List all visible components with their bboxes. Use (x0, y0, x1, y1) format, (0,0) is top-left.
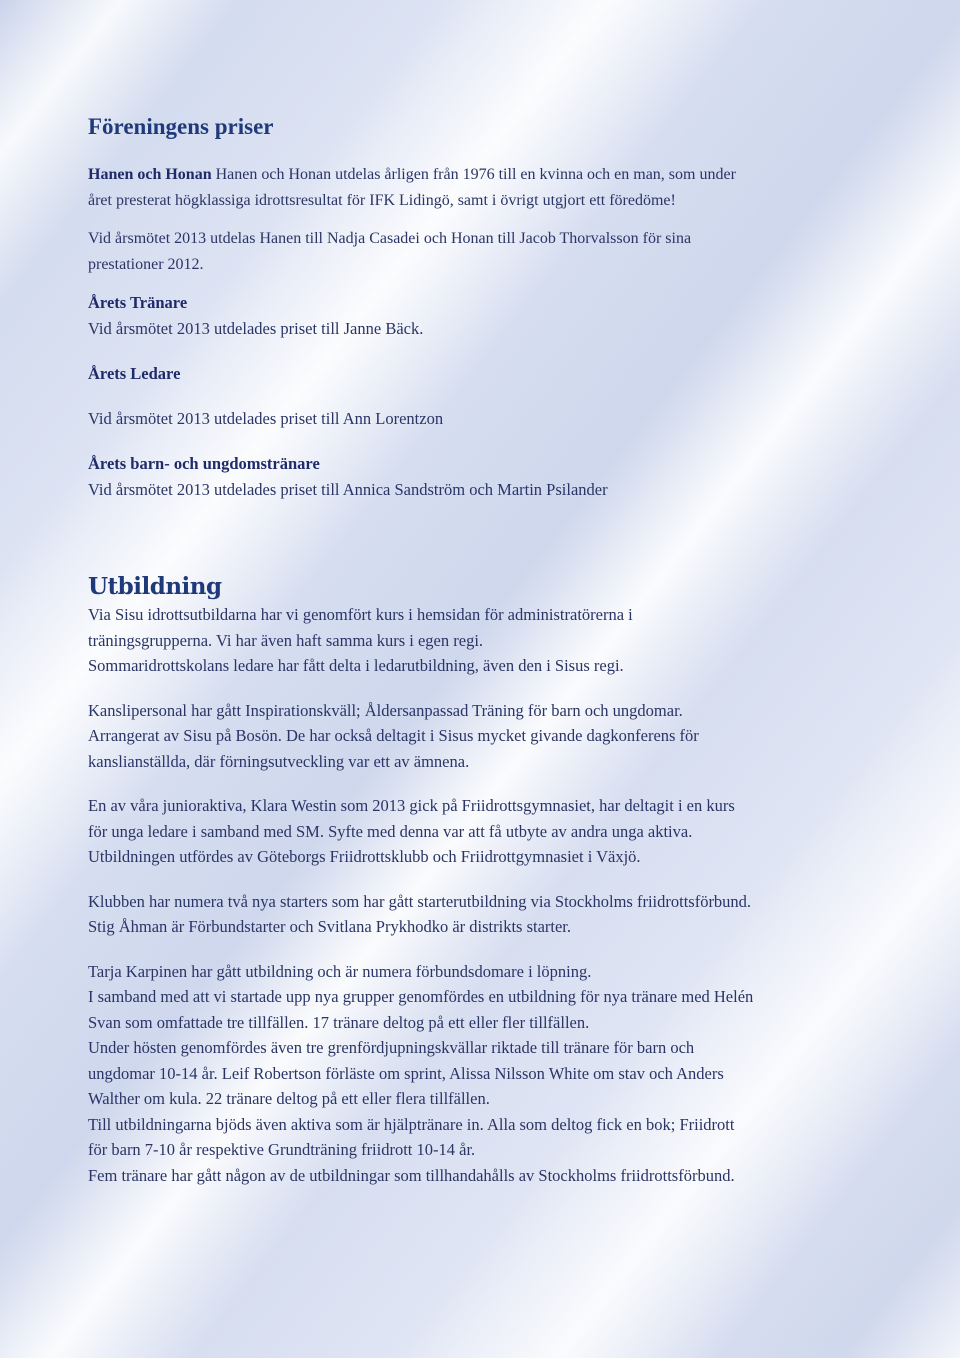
edu-p5-line-6: Walther om kula. 22 tränare deltog på ett eller flera tillfällen. (88, 1089, 490, 1108)
edu-p5-line-9: Fem tränare har gått någon av de utbildningar som tillhandahålls av Stockholms friidrottsförbund. (88, 1165, 735, 1185)
edu-p1-line-3: Sommaridrottskolans ledare har fått delta i ledarutbildning, även den i Sisus regi. (88, 656, 624, 675)
hanen-honan-award-1: Vid årsmötet 2013 utdelas Hanen till Nadja Casadei och Honan till Jacob Thorvalsson för sina (88, 230, 692, 247)
coach-text: Vid årsmötet 2013 utdelades priset till Janne Bäck. (88, 319, 424, 338)
coach-heading: Årets Tränare (88, 293, 188, 312)
edu-p4-line-2: Stig Åhman är Förbundstarter och Svitlana Prykhodko är distrikts starter. (88, 917, 572, 936)
edu-p5-line-8: för barn 7-10 år respektive Grundträning friidrott 10-14 år. (88, 1140, 476, 1159)
education-section (88, 602, 888, 1188)
edu-p1-line-1: Via Sisu idrottsutbildarna har vi genomfört kurs i hemsidan för administratörerna i (88, 605, 633, 624)
youth-coach-text: Vid årsmötet 2013 utdelades priset till Annica Sandström och Martin Psilander (88, 480, 608, 499)
hanen-honan-heading: Hanen och Honan (88, 166, 212, 183)
edu-p5-line-5: ungdomar 10-14 år. Leif Robertson förläste om sprint, Alissa Nilsson White om stav och Anders (88, 1063, 724, 1083)
edu-p5-line-3: Svan som omfattade tre tillfällen. 17 tränare deltog på ett eller fler tillfällen. (88, 1012, 590, 1032)
edu-p2-line-2: Arrangerat av Sisu på Bosön. De har också deltagit i Sisus mycket givande dagkonferens för (88, 726, 699, 745)
edu-p1-line-2: träningsgrupperna. Vi har även haft samma kurs i egen regi. (88, 630, 484, 650)
edu-p5-line-2: I samband med att vi startade upp nya grupper genomfördes en utbildning för nya tränare med Helén (88, 987, 754, 1006)
edu-p4-line-1: Klubben har numera två nya starters som har gått starterutbildning via Stockholms friidrottsförbund. (88, 891, 752, 911)
leader-heading: Årets Ledare (88, 364, 181, 383)
prizes-title: Föreningens priser (88, 114, 274, 139)
document-page (88, 114, 888, 1188)
hanen-honan-section (88, 162, 888, 278)
edu-p5-line-7: Till utbildningarna bjöds även aktiva som är hjälptränare in. Alla som deltog fick en bok; Friidrott (88, 1114, 735, 1134)
edu-p5-line-4: Under hösten genomfördes även tre grenfördjupningskvällar riktade till tränare för barn och (88, 1038, 695, 1057)
edu-p3-line-1: En av våra junioraktiva, Klara Westin som 2013 gick på Friidrottsgymnasiet, har deltagit i en kurs (88, 796, 735, 815)
hanen-honan-award-2: prestationer 2012. (88, 256, 204, 273)
edu-p5-line-1: Tarja Karpinen har gått utbildning och är numera förbundsdomare i löpning. (88, 961, 592, 981)
edu-p2-line-1: Kanslipersonal har gått Inspirationskväll; Åldersanpassad Träning för barn och ungdomar. (88, 700, 683, 720)
hanen-honan-text-1: Hanen och Honan utdelas årligen från 1976 till en kvinna och en man, som under (215, 166, 736, 183)
leader-text: Vid årsmötet 2013 utdelades priset till Ann Lorentzon (88, 409, 444, 428)
hanen-honan-line-1 (88, 162, 888, 188)
hanen-honan-line-2: året presterat högklassiga idrottsresultat för IFK Lidingö, samt i övrigt utgjort ett föredöme! (88, 192, 676, 209)
youth-coach-heading: Årets barn- och ungdomstränare (88, 454, 320, 473)
edu-p2-line-3: kanslianställda, där förningsutveckling var ett av ämnena. (88, 751, 470, 771)
edu-p3-line-3: Utbildningen utfördes av Göteborgs Friidrottsklubb och Friidrottgymnasiet i Växjö. (88, 847, 641, 866)
edu-p3-line-2: för unga ledare i samband med SM. Syfte med denna var att få utbyte av andra unga aktiva. (88, 821, 693, 841)
education-title: Utbildning (88, 573, 222, 600)
